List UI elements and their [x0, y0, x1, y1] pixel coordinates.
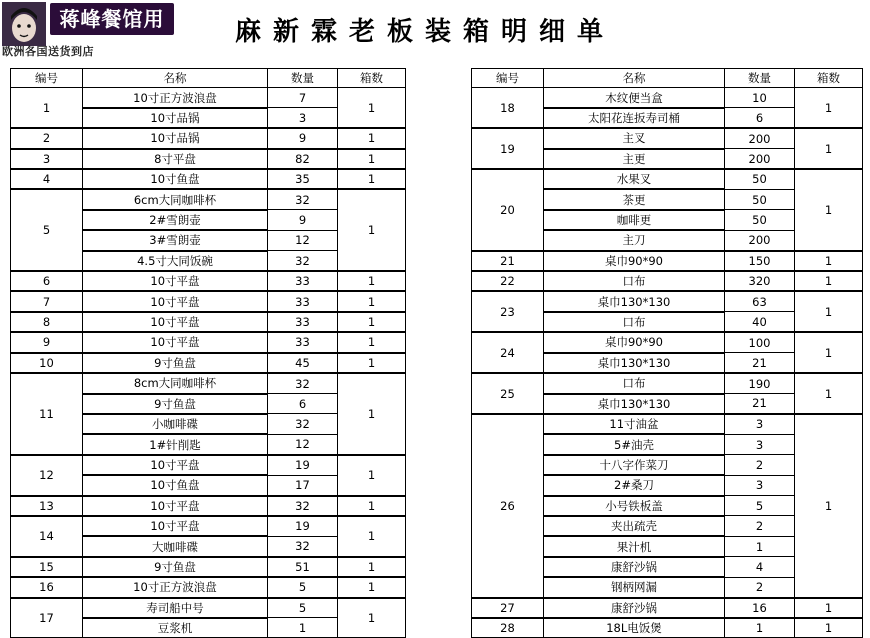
- item-number-cell: 1: [11, 88, 83, 128]
- item-quantity-cell: 1: [725, 618, 795, 638]
- header-boxes: 箱数: [795, 69, 863, 88]
- box-count-cell: 1: [338, 291, 406, 311]
- item-quantity-cell: 33: [268, 312, 338, 332]
- box-count-cell: 1: [338, 149, 406, 169]
- item-number-cell: 2: [11, 128, 83, 148]
- item-number-cell: 12: [11, 455, 83, 496]
- item-name-cell: 豆浆机: [83, 618, 268, 638]
- item-number-cell: 14: [11, 516, 83, 557]
- item-quantity-cell: 3: [725, 414, 795, 434]
- header-quantity: 数量: [268, 69, 338, 88]
- box-count-cell: 1: [795, 414, 863, 598]
- box-count-cell: 1: [795, 618, 863, 638]
- item-name-cell: 10寸平盘: [83, 516, 268, 536]
- item-number-cell: 8: [11, 312, 83, 332]
- item-name-cell: 10寸鱼盘: [83, 169, 268, 189]
- brand-name: 蒋峰餐馆用品: [50, 3, 174, 35]
- item-number-cell: 10: [11, 353, 83, 373]
- item-quantity-cell: 1: [268, 618, 338, 638]
- item-name-cell: 9寸鱼盘: [83, 557, 268, 577]
- item-quantity-cell: 50: [725, 210, 795, 230]
- box-count-cell: 1: [795, 291, 863, 332]
- item-number-cell: 28: [472, 618, 544, 638]
- box-count-cell: 1: [338, 455, 406, 496]
- item-name-cell: 2#雪朗壶: [83, 210, 268, 230]
- logo: [2, 2, 174, 63]
- item-quantity-cell: 3: [725, 434, 795, 454]
- item-name-cell: 10寸正方波浪盘: [83, 88, 268, 108]
- item-number-cell: 16: [11, 577, 83, 597]
- item-name-cell: 口布: [544, 312, 725, 332]
- box-count-cell: 1: [338, 353, 406, 373]
- box-count-cell: 1: [338, 373, 406, 455]
- item-quantity-cell: 45: [268, 353, 338, 373]
- item-quantity-cell: 5: [268, 598, 338, 618]
- item-name-cell: 茶更: [544, 189, 725, 209]
- item-quantity-cell: 9: [268, 210, 338, 230]
- item-number-cell: 27: [472, 598, 544, 618]
- item-number-cell: 20: [472, 169, 544, 251]
- box-count-cell: 1: [338, 312, 406, 332]
- box-count-cell: 1: [795, 271, 863, 291]
- item-quantity-cell: 2: [725, 516, 795, 536]
- table-row: [472, 251, 863, 271]
- box-count-cell: 1: [795, 373, 863, 414]
- item-quantity-cell: 21: [725, 353, 795, 373]
- item-number-cell: 17: [11, 598, 83, 638]
- item-number-cell: 19: [472, 128, 544, 169]
- item-name-cell: 口布: [544, 373, 725, 393]
- item-quantity-cell: 17: [268, 475, 338, 495]
- table-row: [11, 455, 406, 475]
- table-header-row: [472, 69, 863, 88]
- item-number-cell: 22: [472, 271, 544, 291]
- item-quantity-cell: 32: [268, 373, 338, 393]
- item-quantity-cell: 50: [725, 169, 795, 189]
- item-number-cell: 4: [11, 169, 83, 189]
- item-quantity-cell: 32: [268, 536, 338, 556]
- item-name-cell: 咖啡更: [544, 210, 725, 230]
- item-quantity-cell: 19: [268, 516, 338, 536]
- item-name-cell: 10寸平盘: [83, 271, 268, 291]
- item-name-cell: 3#雪朗壶: [83, 230, 268, 250]
- table-row: [11, 88, 406, 108]
- item-name-cell: 钢柄网漏: [544, 577, 725, 597]
- item-name-cell: 桌巾130*130: [544, 394, 725, 414]
- table-row: [472, 332, 863, 352]
- item-name-cell: 2#桑刀: [544, 475, 725, 495]
- table-row: [11, 598, 406, 618]
- item-name-cell: 18L电饭煲: [544, 618, 725, 638]
- table-row: [472, 291, 863, 311]
- table-row: [472, 598, 863, 618]
- box-count-cell: 1: [338, 577, 406, 597]
- packing-table-right: [471, 68, 863, 638]
- item-number-cell: 25: [472, 373, 544, 414]
- item-quantity-cell: 63: [725, 291, 795, 311]
- box-count-cell: 1: [338, 496, 406, 516]
- item-quantity-cell: 40: [725, 312, 795, 332]
- item-number-cell: 26: [472, 414, 544, 598]
- item-name-cell: 10寸平盘: [83, 455, 268, 475]
- table-row: [472, 618, 863, 638]
- table-row: [11, 169, 406, 189]
- item-quantity-cell: 32: [268, 251, 338, 271]
- item-quantity-cell: 4: [725, 557, 795, 577]
- item-name-cell: 11寸油盆: [544, 414, 725, 434]
- item-quantity-cell: 82: [268, 149, 338, 169]
- item-quantity-cell: 200: [725, 149, 795, 169]
- item-name-cell: 8cm大同咖啡杯: [83, 373, 268, 393]
- item-quantity-cell: 10: [725, 88, 795, 108]
- packing-table-left: [10, 68, 406, 638]
- box-count-cell: 1: [338, 128, 406, 148]
- box-count-cell: 1: [795, 598, 863, 618]
- box-count-cell: 1: [338, 516, 406, 557]
- table-row: [11, 128, 406, 148]
- box-count-cell: 1: [338, 332, 406, 352]
- box-count-cell: 1: [338, 189, 406, 271]
- item-quantity-cell: 33: [268, 332, 338, 352]
- item-name-cell: 10寸鱼盘: [83, 475, 268, 495]
- box-count-cell: 1: [795, 169, 863, 251]
- item-quantity-cell: 33: [268, 291, 338, 311]
- item-number-cell: 13: [11, 496, 83, 516]
- item-name-cell: 夹出疏壳: [544, 516, 725, 536]
- table-row: [11, 291, 406, 311]
- item-quantity-cell: 32: [268, 414, 338, 434]
- item-name-cell: 1#针削匙: [83, 434, 268, 454]
- item-name-cell: 小咖啡碟: [83, 414, 268, 434]
- box-count-cell: 1: [795, 128, 863, 169]
- item-name-cell: 9寸鱼盘: [83, 353, 268, 373]
- item-quantity-cell: 35: [268, 169, 338, 189]
- item-name-cell: 10寸品锅: [83, 128, 268, 148]
- item-name-cell: 康舒沙锅: [544, 557, 725, 577]
- table-row: [472, 88, 863, 108]
- box-count-cell: 1: [338, 271, 406, 291]
- item-quantity-cell: 100: [725, 332, 795, 352]
- item-name-cell: 桌巾130*130: [544, 353, 725, 373]
- item-name-cell: 10寸平盘: [83, 332, 268, 352]
- header-boxes: 箱数: [338, 69, 406, 88]
- item-name-cell: 桌巾90*90: [544, 251, 725, 271]
- table-row: [472, 414, 863, 434]
- header-number: 编号: [11, 69, 83, 88]
- table-row: [11, 332, 406, 352]
- item-quantity-cell: 1: [725, 536, 795, 556]
- item-quantity-cell: 3: [268, 108, 338, 128]
- item-quantity-cell: 190: [725, 373, 795, 393]
- header-name: 名称: [83, 69, 268, 88]
- item-name-cell: 桌巾130*130: [544, 291, 725, 311]
- item-number-cell: 3: [11, 149, 83, 169]
- item-quantity-cell: 50: [725, 189, 795, 209]
- item-quantity-cell: 9: [268, 128, 338, 148]
- table-row: [11, 312, 406, 332]
- item-quantity-cell: 19: [268, 455, 338, 475]
- item-number-cell: 6: [11, 271, 83, 291]
- item-quantity-cell: 12: [268, 230, 338, 250]
- item-name-cell: 果汁机: [544, 536, 725, 556]
- item-name-cell: 8寸平盘: [83, 149, 268, 169]
- table-row: [11, 496, 406, 516]
- item-name-cell: 木纹便当盒: [544, 88, 725, 108]
- item-name-cell: 大咖啡碟: [83, 536, 268, 556]
- item-quantity-cell: 2: [725, 455, 795, 475]
- item-quantity-cell: 12: [268, 434, 338, 454]
- item-quantity-cell: 51: [268, 557, 338, 577]
- item-name-cell: 10寸正方波浪盘: [83, 577, 268, 597]
- item-name-cell: 5#油壳: [544, 434, 725, 454]
- item-name-cell: 十八字作菜刀: [544, 455, 725, 475]
- item-name-cell: 口布: [544, 271, 725, 291]
- item-name-cell: 小号铁板盖: [544, 496, 725, 516]
- item-name-cell: 4.5寸大同饭碗: [83, 251, 268, 271]
- item-quantity-cell: 200: [725, 128, 795, 148]
- header-number: 编号: [472, 69, 544, 88]
- item-quantity-cell: 200: [725, 230, 795, 250]
- header-quantity: 数量: [725, 69, 795, 88]
- item-name-cell: 太阳花连扳寿司桶: [544, 108, 725, 128]
- box-count-cell: 1: [338, 88, 406, 128]
- box-count-cell: 1: [338, 557, 406, 577]
- table-row: [11, 353, 406, 373]
- table-row: [472, 271, 863, 291]
- box-count-cell: 1: [795, 251, 863, 271]
- item-quantity-cell: 5: [268, 577, 338, 597]
- table-row: [11, 557, 406, 577]
- item-number-cell: 11: [11, 373, 83, 455]
- item-quantity-cell: 6: [268, 394, 338, 414]
- item-quantity-cell: 33: [268, 271, 338, 291]
- item-quantity-cell: 320: [725, 271, 795, 291]
- item-number-cell: 24: [472, 332, 544, 373]
- table-row: [11, 189, 406, 209]
- box-count-cell: 1: [338, 598, 406, 638]
- table-row: [11, 271, 406, 291]
- item-quantity-cell: 16: [725, 598, 795, 618]
- chef-portrait-icon: [2, 2, 46, 46]
- item-quantity-cell: 3: [725, 475, 795, 495]
- item-quantity-cell: 32: [268, 496, 338, 516]
- table-header-row: [11, 69, 406, 88]
- item-quantity-cell: 5: [725, 496, 795, 516]
- item-name-cell: 主叉: [544, 128, 725, 148]
- table-row: [472, 373, 863, 393]
- item-name-cell: 主刀: [544, 230, 725, 250]
- item-quantity-cell: 21: [725, 394, 795, 414]
- item-number-cell: 9: [11, 332, 83, 352]
- item-name-cell: 水果叉: [544, 169, 725, 189]
- item-name-cell: 主更: [544, 149, 725, 169]
- brand-slogan: 欧洲各国送货到店: [2, 45, 94, 58]
- item-quantity-cell: 2: [725, 577, 795, 597]
- item-number-cell: 5: [11, 189, 83, 271]
- item-number-cell: 23: [472, 291, 544, 332]
- item-name-cell: 9寸鱼盘: [83, 394, 268, 414]
- table-row: [11, 577, 406, 597]
- table-row: [11, 149, 406, 169]
- item-number-cell: 18: [472, 88, 544, 128]
- box-count-cell: 1: [795, 332, 863, 373]
- item-number-cell: 15: [11, 557, 83, 577]
- header-name: 名称: [544, 69, 725, 88]
- item-name-cell: 桌巾90*90: [544, 332, 725, 352]
- table-row: [11, 373, 406, 393]
- table-row: [11, 516, 406, 536]
- box-count-cell: 1: [795, 88, 863, 128]
- item-quantity-cell: 6: [725, 108, 795, 128]
- item-name-cell: 寿司船中号: [83, 598, 268, 618]
- table-row: [472, 169, 863, 189]
- item-quantity-cell: 7: [268, 88, 338, 108]
- item-name-cell: 10寸平盘: [83, 312, 268, 332]
- item-name-cell: 10寸平盘: [83, 496, 268, 516]
- item-number-cell: 21: [472, 251, 544, 271]
- box-count-cell: 1: [338, 169, 406, 189]
- item-quantity-cell: 150: [725, 251, 795, 271]
- item-name-cell: 6cm大同咖啡杯: [83, 189, 268, 209]
- page-title: 麻新霖老板装箱明细单: [235, 17, 616, 47]
- item-number-cell: 7: [11, 291, 83, 311]
- table-row: [472, 128, 863, 148]
- item-name-cell: 康舒沙锅: [544, 598, 725, 618]
- item-name-cell: 10寸品锅: [83, 108, 268, 128]
- item-name-cell: 10寸平盘: [83, 291, 268, 311]
- item-quantity-cell: 32: [268, 189, 338, 209]
